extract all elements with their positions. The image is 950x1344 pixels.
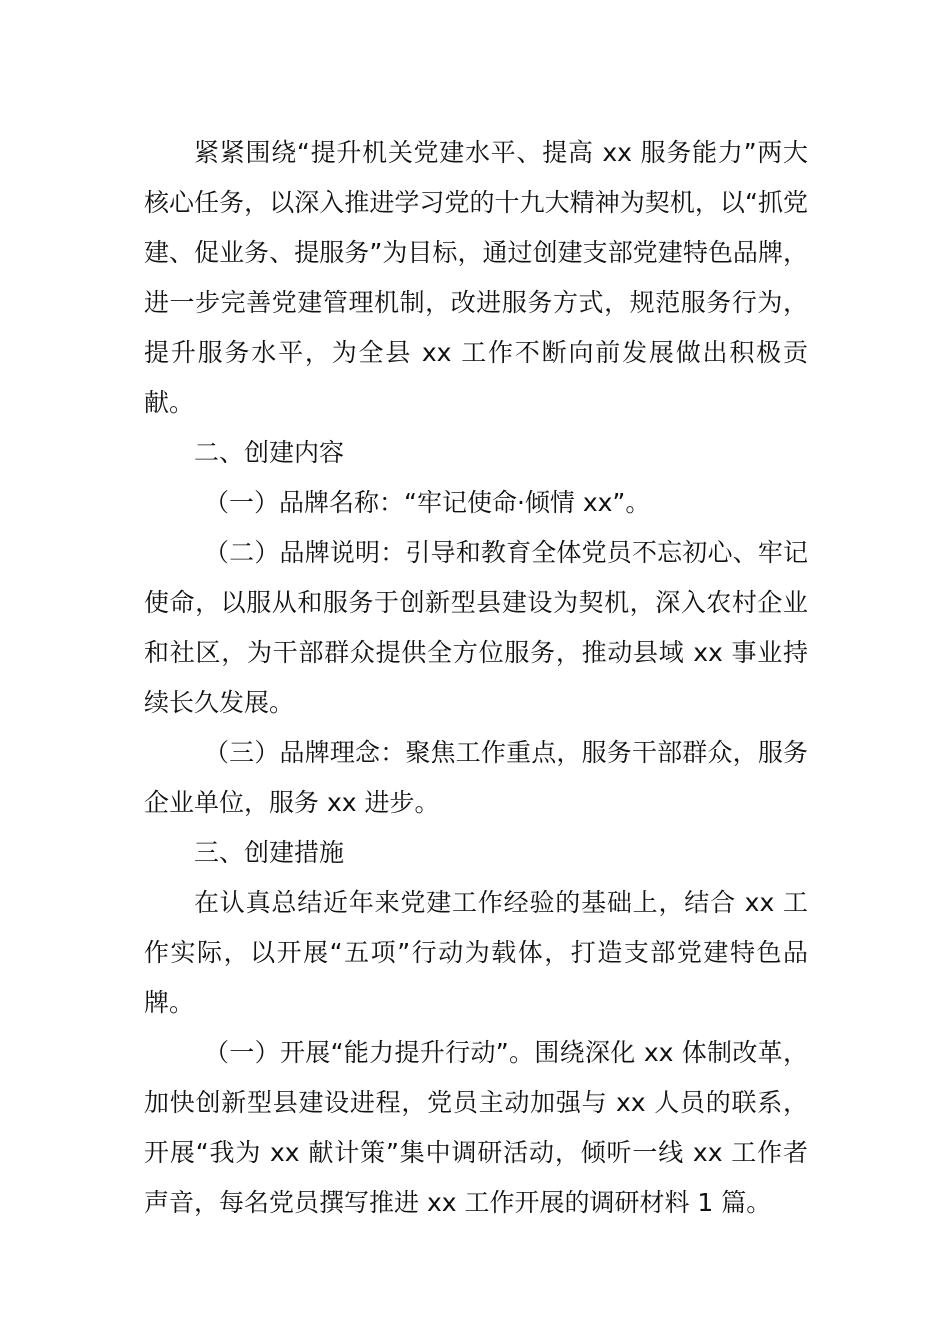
ability-action-paragraph: （一）开展“能力提升行动”。围绕深化 xx 体制改革，加快创新型县建设进程，党员主动加强与 xx 人员的联系，开展“我为 xx 献计策”集中调研活动，倾听一线 xx 工作者声音，每名党员撰写推进 xx 工作开展的调研材料 1 篇。 xyxy=(144,1038,808,1217)
document-body xyxy=(144,128,808,1228)
section-heading-measures: 三、创建措施 xyxy=(194,838,345,867)
brand-description-paragraph: （二）品牌说明：引导和教育全体党员不忘初心、牢记使命，以服从和服务于创新型县建设为契机，深入农村企业和社区，为干部群众提供全方位服务，推动县域 xx 事业持续长久发展。 xyxy=(144,538,808,717)
brand-name-paragraph: （一）品牌名称：“牢记使命·倾情 xx”。 xyxy=(204,488,651,517)
intro-paragraph: 紧紧围绕“提升机关党建水平、提高 xx 服务能力”两大核心任务，以深入推进学习党的十九大精神为契机，以“抓党建、促业务、提服务”为目标，通过创建支部党建特色品牌，进一步完善党建管理机制，改进服务方式，规范服务行为，提升服务水平，为全县 xx 工作不断向前发展做出积极贡献。 xyxy=(144,138,808,417)
section-heading-content: 二、创建内容 xyxy=(194,438,345,467)
measures-intro-paragraph: 在认真总结近年来党建工作经验的基础上，结合 xx 工作实际，以开展“五项”行动为载体，打造支部党建特色品牌。 xyxy=(144,888,808,1017)
brand-concept-paragraph: （三）品牌理念：聚焦工作重点，服务干部群众，服务企业单位，服务 xx 进步。 xyxy=(144,738,808,817)
